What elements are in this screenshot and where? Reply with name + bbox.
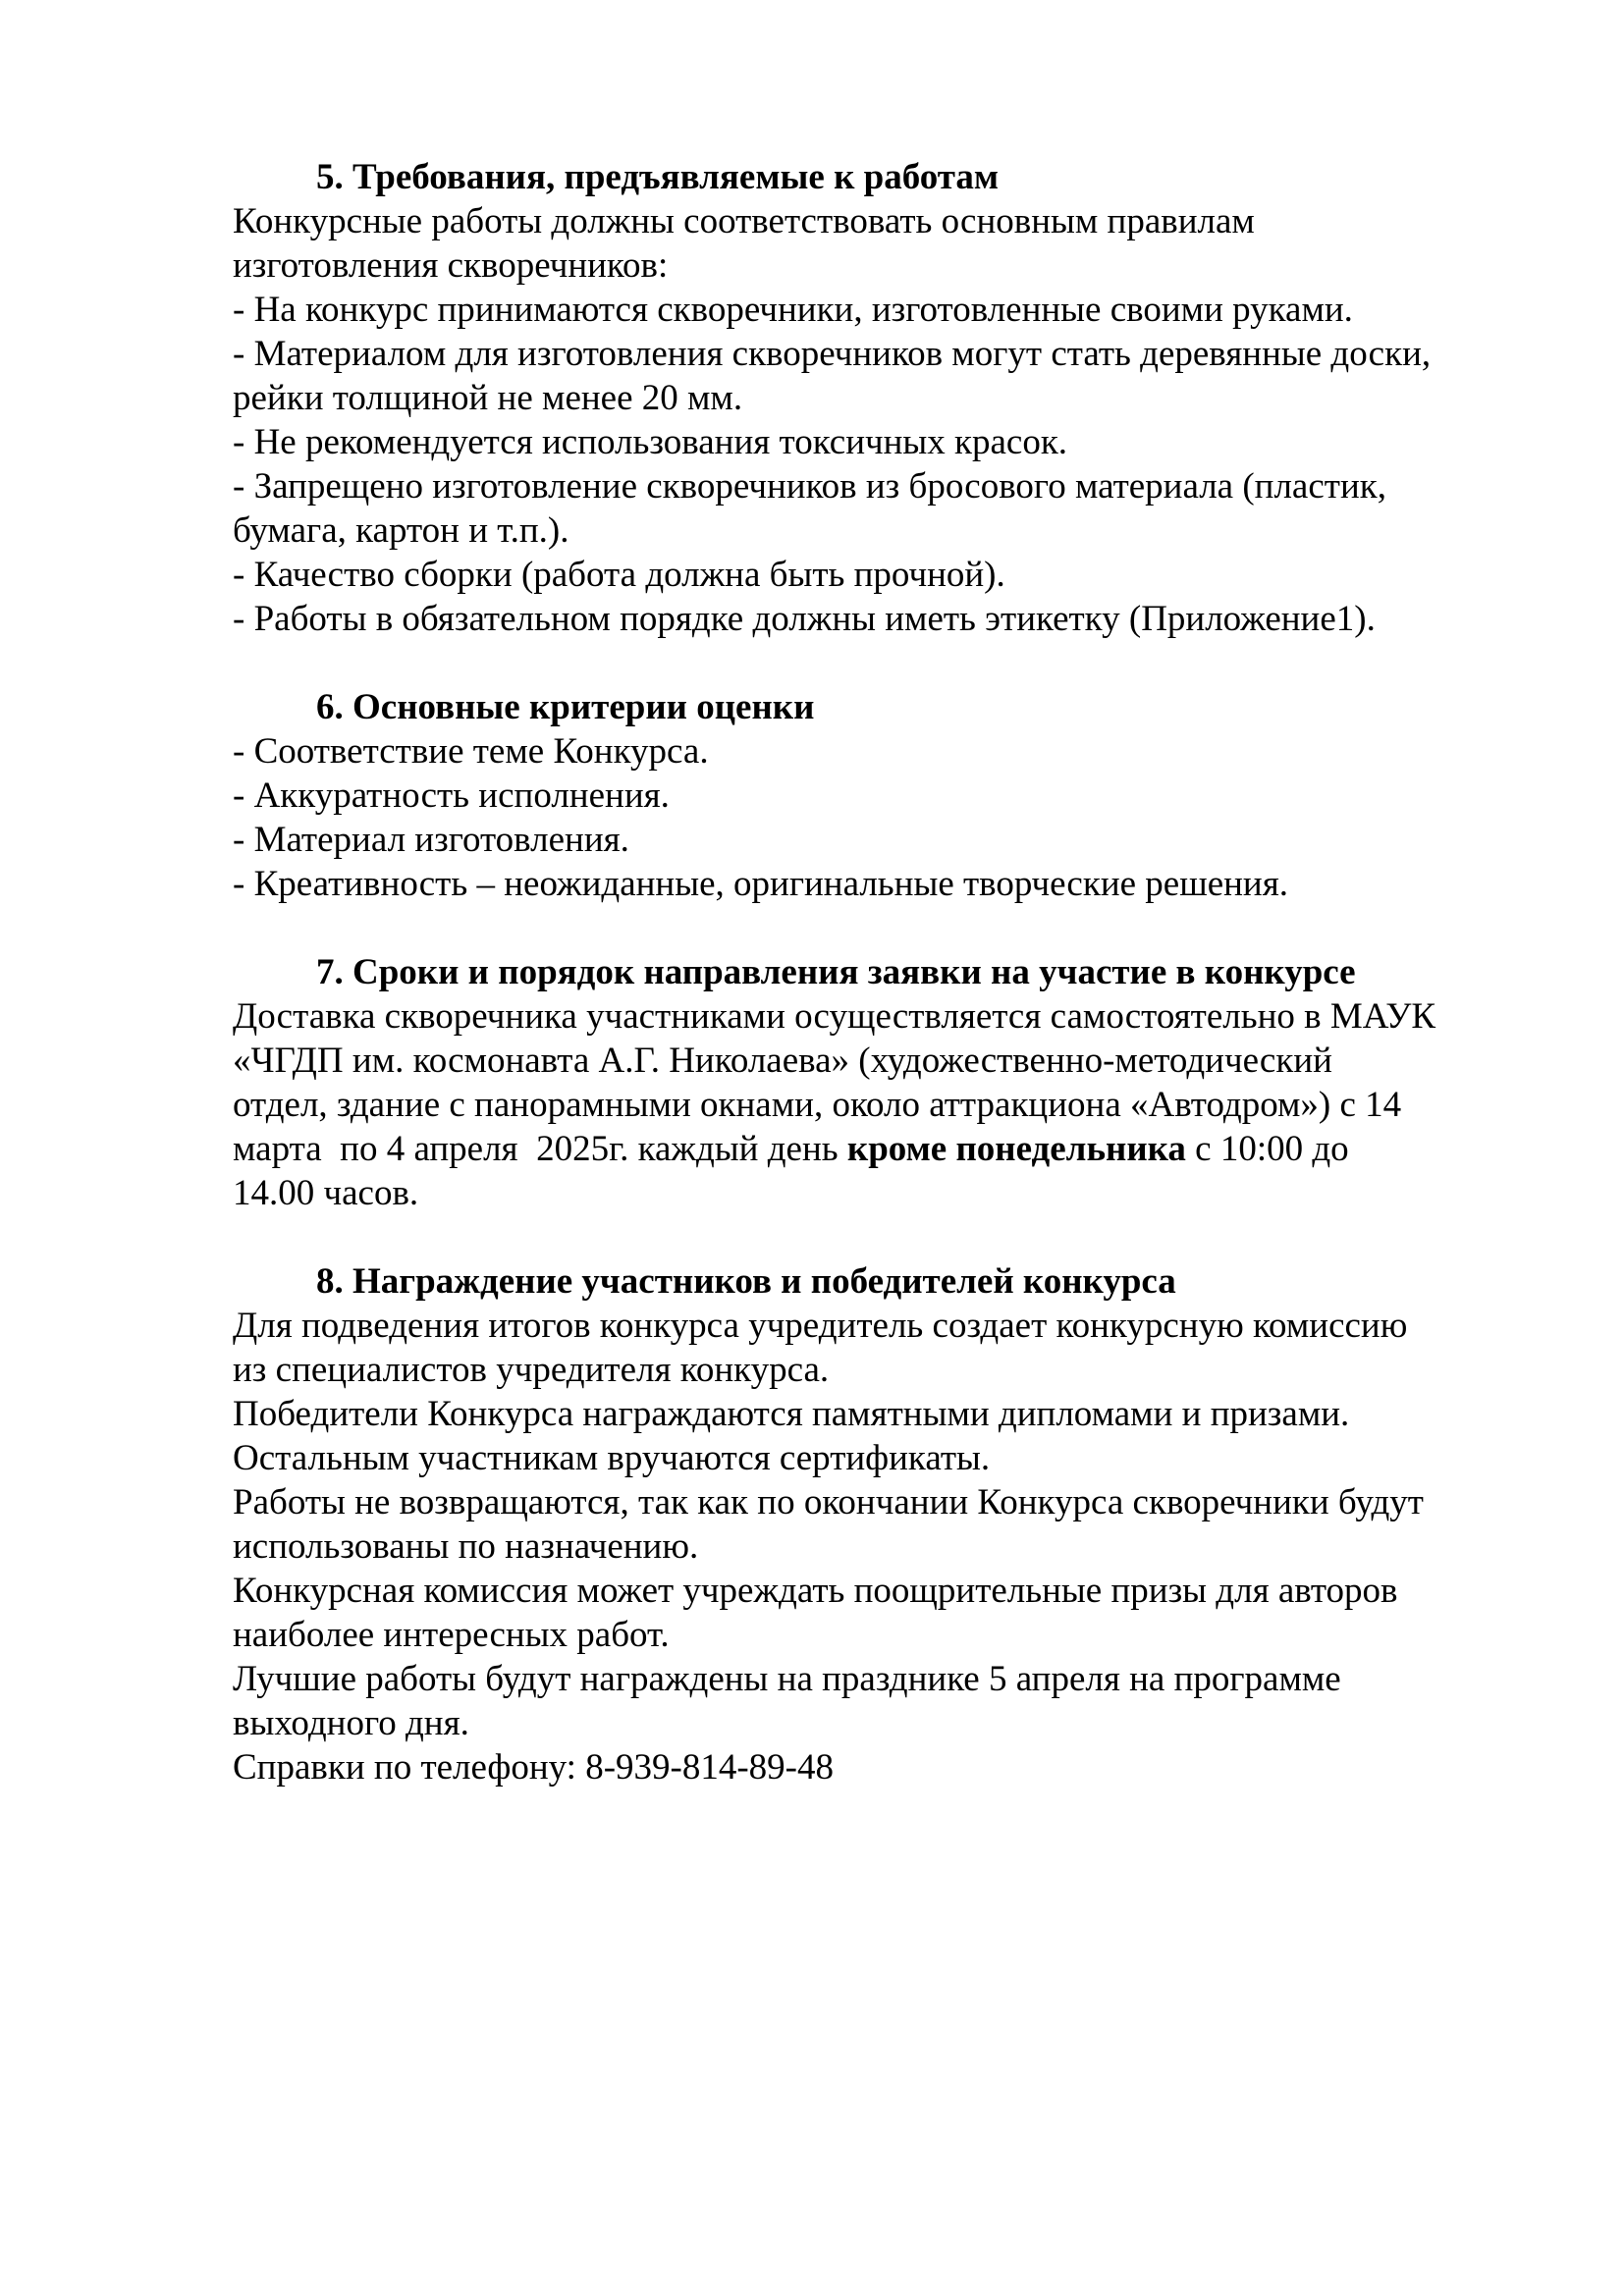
list-item-continuation: бумага, картон и т.п.).	[233, 510, 569, 551]
paragraph-line: из специалистов учредителя конкурса.	[233, 1350, 830, 1390]
section-heading: 5. Требования, предъявляемые к работам	[316, 157, 1000, 197]
document-page	[233, 155, 1568, 1789]
list-item: - Материалом для изготовления скворечников могут стать деревянные доски,	[233, 334, 1432, 374]
paragraph-line: выходного дня.	[233, 1703, 469, 1743]
paragraph-line: использованы по назначению.	[233, 1526, 699, 1567]
paragraph-line: Работы не возвращаются, так как по окончании Конкурса скворечники будут	[233, 1482, 1424, 1522]
paragraph-line: наиболее интересных работ.	[233, 1615, 670, 1655]
mixed-line-after: с 10:00 до	[1185, 1129, 1349, 1169]
section-heading: 8. Награждение участников и победителей конкурса	[316, 1261, 1176, 1302]
list-item: - Креативность – неожиданные, оригинальные творческие решения.	[233, 864, 1289, 904]
paragraph-line: Конкурсная комиссия может учреждать поощрительные призы для авторов	[233, 1571, 1398, 1611]
section-awards	[233, 1259, 1568, 1789]
list-item: - Качество сборки (работа должна быть прочной).	[233, 555, 1005, 595]
section-spacer	[233, 641, 1568, 685]
mixed-line-bold: кроме понедельника	[846, 1129, 1186, 1169]
paragraph-line: 14.00 часов.	[233, 1173, 419, 1213]
paragraph-line: Победители Конкурса награждаются памятными дипломами и призами.	[233, 1394, 1350, 1434]
list-item: - Работы в обязательном порядке должны иметь этикетку (Приложение1).	[233, 599, 1376, 639]
list-item: - На конкурс принимаются скворечники, изготовленные своими руками.	[233, 290, 1353, 330]
paragraph-line: Для подведения итогов конкурса учредитель создает конкурсную комиссию	[233, 1306, 1408, 1346]
section-criteria	[233, 685, 1568, 906]
list-item: - Запрещено изготовление скворечников из бросового материала (пластик,	[233, 466, 1386, 507]
paragraph-line: Остальным участникам вручаются сертификаты.	[233, 1438, 991, 1478]
contact-phone-line: Справки по телефону: 8-939-814-89-48	[233, 1747, 834, 1788]
paragraph-line: изготовления скворечников:	[233, 245, 669, 286]
list-item: - Не рекомендуется использования токсичных красок.	[233, 422, 1068, 462]
list-item-continuation: рейки толщиной не менее 20 мм.	[233, 378, 743, 418]
paragraph-line: отдел, здание с панорамными окнами, около аттракциона «Автодром») с 14	[233, 1085, 1402, 1125]
mixed-line-before: марта по 4 апреля 2025г. каждый день	[233, 1129, 847, 1169]
paragraph-line: Конкурсные работы должны соответствовать основным правилам	[233, 201, 1255, 241]
list-item: - Соответствие теме Конкурса.	[233, 731, 709, 772]
paragraph-line: «ЧГДП им. космонавта А.Г. Николаева» (художественно-методический	[233, 1041, 1332, 1081]
section-heading: 6. Основные критерии оценки	[316, 687, 815, 727]
list-item: - Аккуратность исполнения.	[233, 775, 670, 816]
section-spacer	[233, 1215, 1568, 1259]
paragraph-line: Лучшие работы будут награждены на празднике 5 апреля на программе	[233, 1659, 1341, 1699]
section-heading: 7. Сроки и порядок направления заявки на участие в конкурсе	[316, 952, 1356, 992]
section-deadlines	[233, 950, 1568, 1215]
section-spacer	[233, 906, 1568, 950]
paragraph-line: Доставка скворечника участниками осуществляется самостоятельно в МАУК	[233, 996, 1436, 1037]
section-requirements	[233, 155, 1568, 641]
paragraph-line-mixed	[233, 1127, 1568, 1171]
list-item: - Материал изготовления.	[233, 820, 629, 860]
